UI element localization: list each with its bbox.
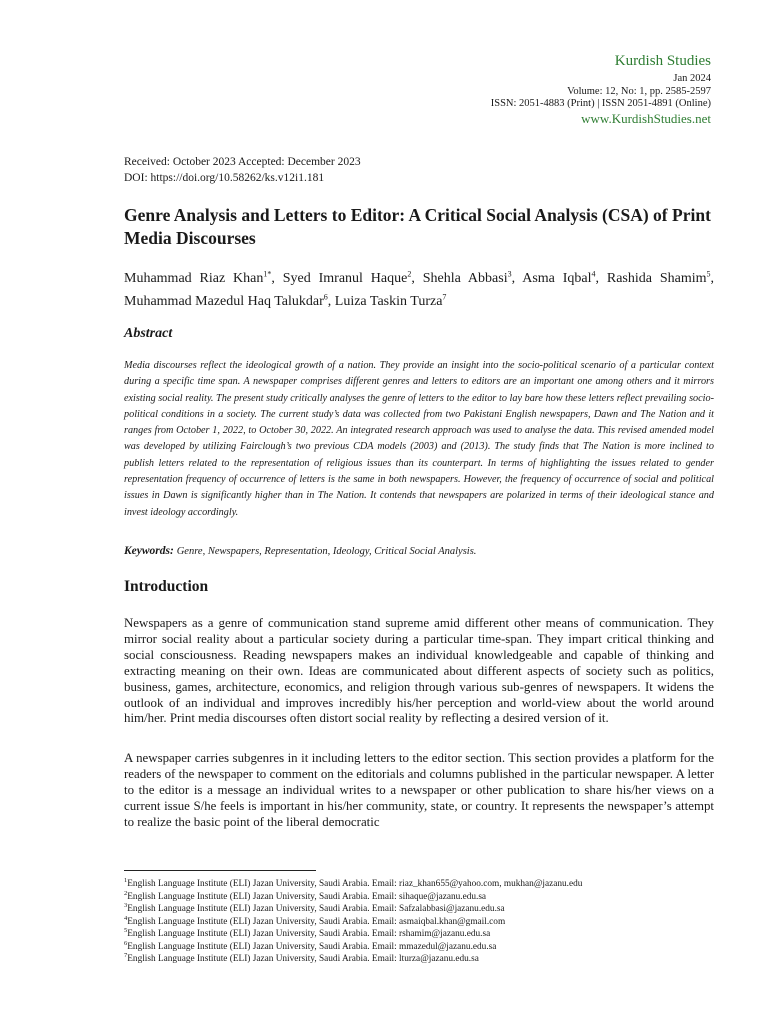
introduction-paragraph: Newspapers as a genre of communication stand supreme amid different other means of communication. They mirror social reality about a particular society during a particular time-span. They impart critical thinking and social consciousness. Reading newspapers makes an individual knowledgeable and capable of thinking and extracting meaning on their own. Ideas are communicated about different aspects of society such as politics, business, games, architecture, economics, and religion through various sub-genres of newspapers. It widens the outlook of an individual and improves incredibly his/her perception and world-view about the world around him/her. Print media discourses often distort social reality by reflecting a desired version of it. (124, 616, 714, 726)
footnote-mark: 7 (124, 951, 128, 959)
footnote-text: English Language Institute (ELI) Jazan University, Saudi Arabia. Email: mmazedul@jazanu.edu.sa (127, 941, 497, 952)
paper-title: Genre Analysis and Letters to Editor: A Critical Social Analysis (CSA) of Print Media Discourses (124, 205, 711, 248)
journal-header (391, 52, 711, 127)
author-name: Muhammad Mazedul Haq Talukdar$^6$ (124, 292, 328, 309)
affiliation-mark: 1* (263, 269, 272, 279)
footnote (124, 953, 724, 966)
footnote-text: English Language Institute (ELI) Jazan University, Saudi Arabia. Email: sihaque@jazanu.edu.sa (127, 891, 487, 902)
introduction-heading: Introduction (124, 578, 209, 595)
footnote-text: English Language Institute (ELI) Jazan University, Saudi Arabia. Email: Safzalabbasi@jazanu.edu.sa (127, 904, 505, 914)
footnote-text: English Language Institute (ELI) Jazan University, Saudi Arabia. Email: lturza@jazanu.edu.sa (127, 954, 479, 964)
journal-name: Kurdish Studies (614, 53, 711, 69)
author-name: Shehla Abbasi$^3$ (422, 269, 512, 286)
footnote-mark: 4 (124, 914, 128, 922)
footnote-text: English Language Institute (ELI) Jazan University, Saudi Arabia. Email: riaz_khan655@yahoo.com, mukhan@jazanu.edu (127, 879, 583, 889)
affiliation-mark: 2 (407, 269, 412, 279)
footnote (124, 928, 724, 941)
author-name: Asma Iqbal$^4$ (522, 269, 596, 286)
affiliation-mark: 6 (323, 292, 328, 302)
article-dates (124, 155, 361, 186)
abstract-text: Media discourses reflect the ideological growth of a nation. They provide an insight into the socio-political scenario of a particular context during a specific time span. A newspaper comprises different genres and letters to editors are an important one among others and it mirrors existing social reality. The present study critically analyses the genre of letters to the editor to lay bare how these letters reflect prevailing socio-political conditions in a society. The current study’s data was collected from two Pakistani English newspapers, Dawn and The Nation and it ranges from October 1, 2022, to October 30, 2022. An integrated research approach was used to analyse the data. This revised amended model was developed by utilizing Fairclough’s two previous CDA models (2003) and (2013). The study finds that The Nation is more inclined to publish letters related to the representation of religious issues than its counterpart. In terms of highlighting the issues related to gender representation frequency of occurrence of letters is the same in both newspapers. However, the frequency of occurrence of social and political issues in Dawn is significantly higher than in The Nation. It contends that newspapers are polarized in terms of their ideological stance and invest ideology accordingly. (124, 360, 714, 518)
footnote-text: English Language Institute (ELI) Jazan University, Saudi Arabia. Email: rshamim@jazanu.edu.sa (127, 929, 491, 939)
author-name: Syed Imranul Haque$^2$ (282, 269, 412, 286)
footnote-mark: 3 (124, 901, 128, 909)
author-name: Muhammad Riaz Khan$^{1*}$ (124, 269, 272, 286)
journal-website-link[interactable]: www.KurdishStudies.net (581, 110, 711, 126)
issn: ISSN: 2051-4883 (Print) | ISSN 2051-4891 (Online) (490, 98, 711, 109)
affiliation-mark: 5 (706, 269, 711, 279)
footnote-mark: 1 (124, 876, 128, 884)
footnote-mark: 6 (124, 939, 128, 947)
issue-date: Jan 2024 (673, 73, 711, 84)
footnote (124, 878, 724, 891)
keywords (124, 544, 714, 559)
affiliation-mark: 4 (591, 269, 596, 279)
author-name: Luiza Taskin Turza$^7$ (334, 292, 447, 309)
footnote-divider (124, 870, 316, 871)
footnotes (124, 878, 724, 966)
introduction-paragraph: A newspaper carries subgenres in it including letters to the editor section. This section provides a platform for the readers of the newspaper to comment on the editorials and columns published in the particular newspaper. A letter to the editor is a message an individual writes to a newspaper or other publication to share his/her views on a current issue S/he feels is important in his/her community, state, or country. It represents the newspaper’s attempt to realize the basic point of the liberal democratic (124, 751, 714, 829)
volume-info: Volume: 12, No: 1, pp. 2585-2597 (567, 85, 711, 97)
keywords-label: Keywords: (124, 545, 174, 557)
affiliation-mark: 7 (442, 292, 447, 302)
author-list: Muhammad Riaz Khan$^{1*}$, Syed Imranul Haque$^2$, Shehla Abbasi$^3$, Asma Iqbal$^4$, Rashida Shamim$^5$, Muhammad Mazedul Haq Talukdar$^6$, Luiza Taskin Turza$^7$ (124, 269, 715, 309)
affiliation-mark: 3 (507, 269, 512, 279)
footnote (124, 941, 724, 954)
footnote (124, 916, 724, 929)
abstract-heading: Abstract (124, 326, 173, 341)
received-accepted: Received: October 2023 Accepted: December 2023 (124, 156, 361, 168)
footnote (124, 891, 724, 904)
doi-link[interactable]: DOI: https://doi.org/10.58262/ks.v12i1.181 (124, 171, 325, 184)
footnote-mark: 2 (124, 889, 128, 897)
author-name: Rashida Shamim$^5$ (606, 269, 711, 286)
footnote-text: English Language Institute (ELI) Jazan University, Saudi Arabia. Email: asmaiqbal.khan@gmail.com (127, 916, 506, 927)
footnote (124, 903, 724, 916)
footnote-mark: 5 (124, 926, 128, 934)
keywords-values: Genre, Newspapers, Representation, Ideology, Critical Social Analysis. (176, 546, 477, 557)
